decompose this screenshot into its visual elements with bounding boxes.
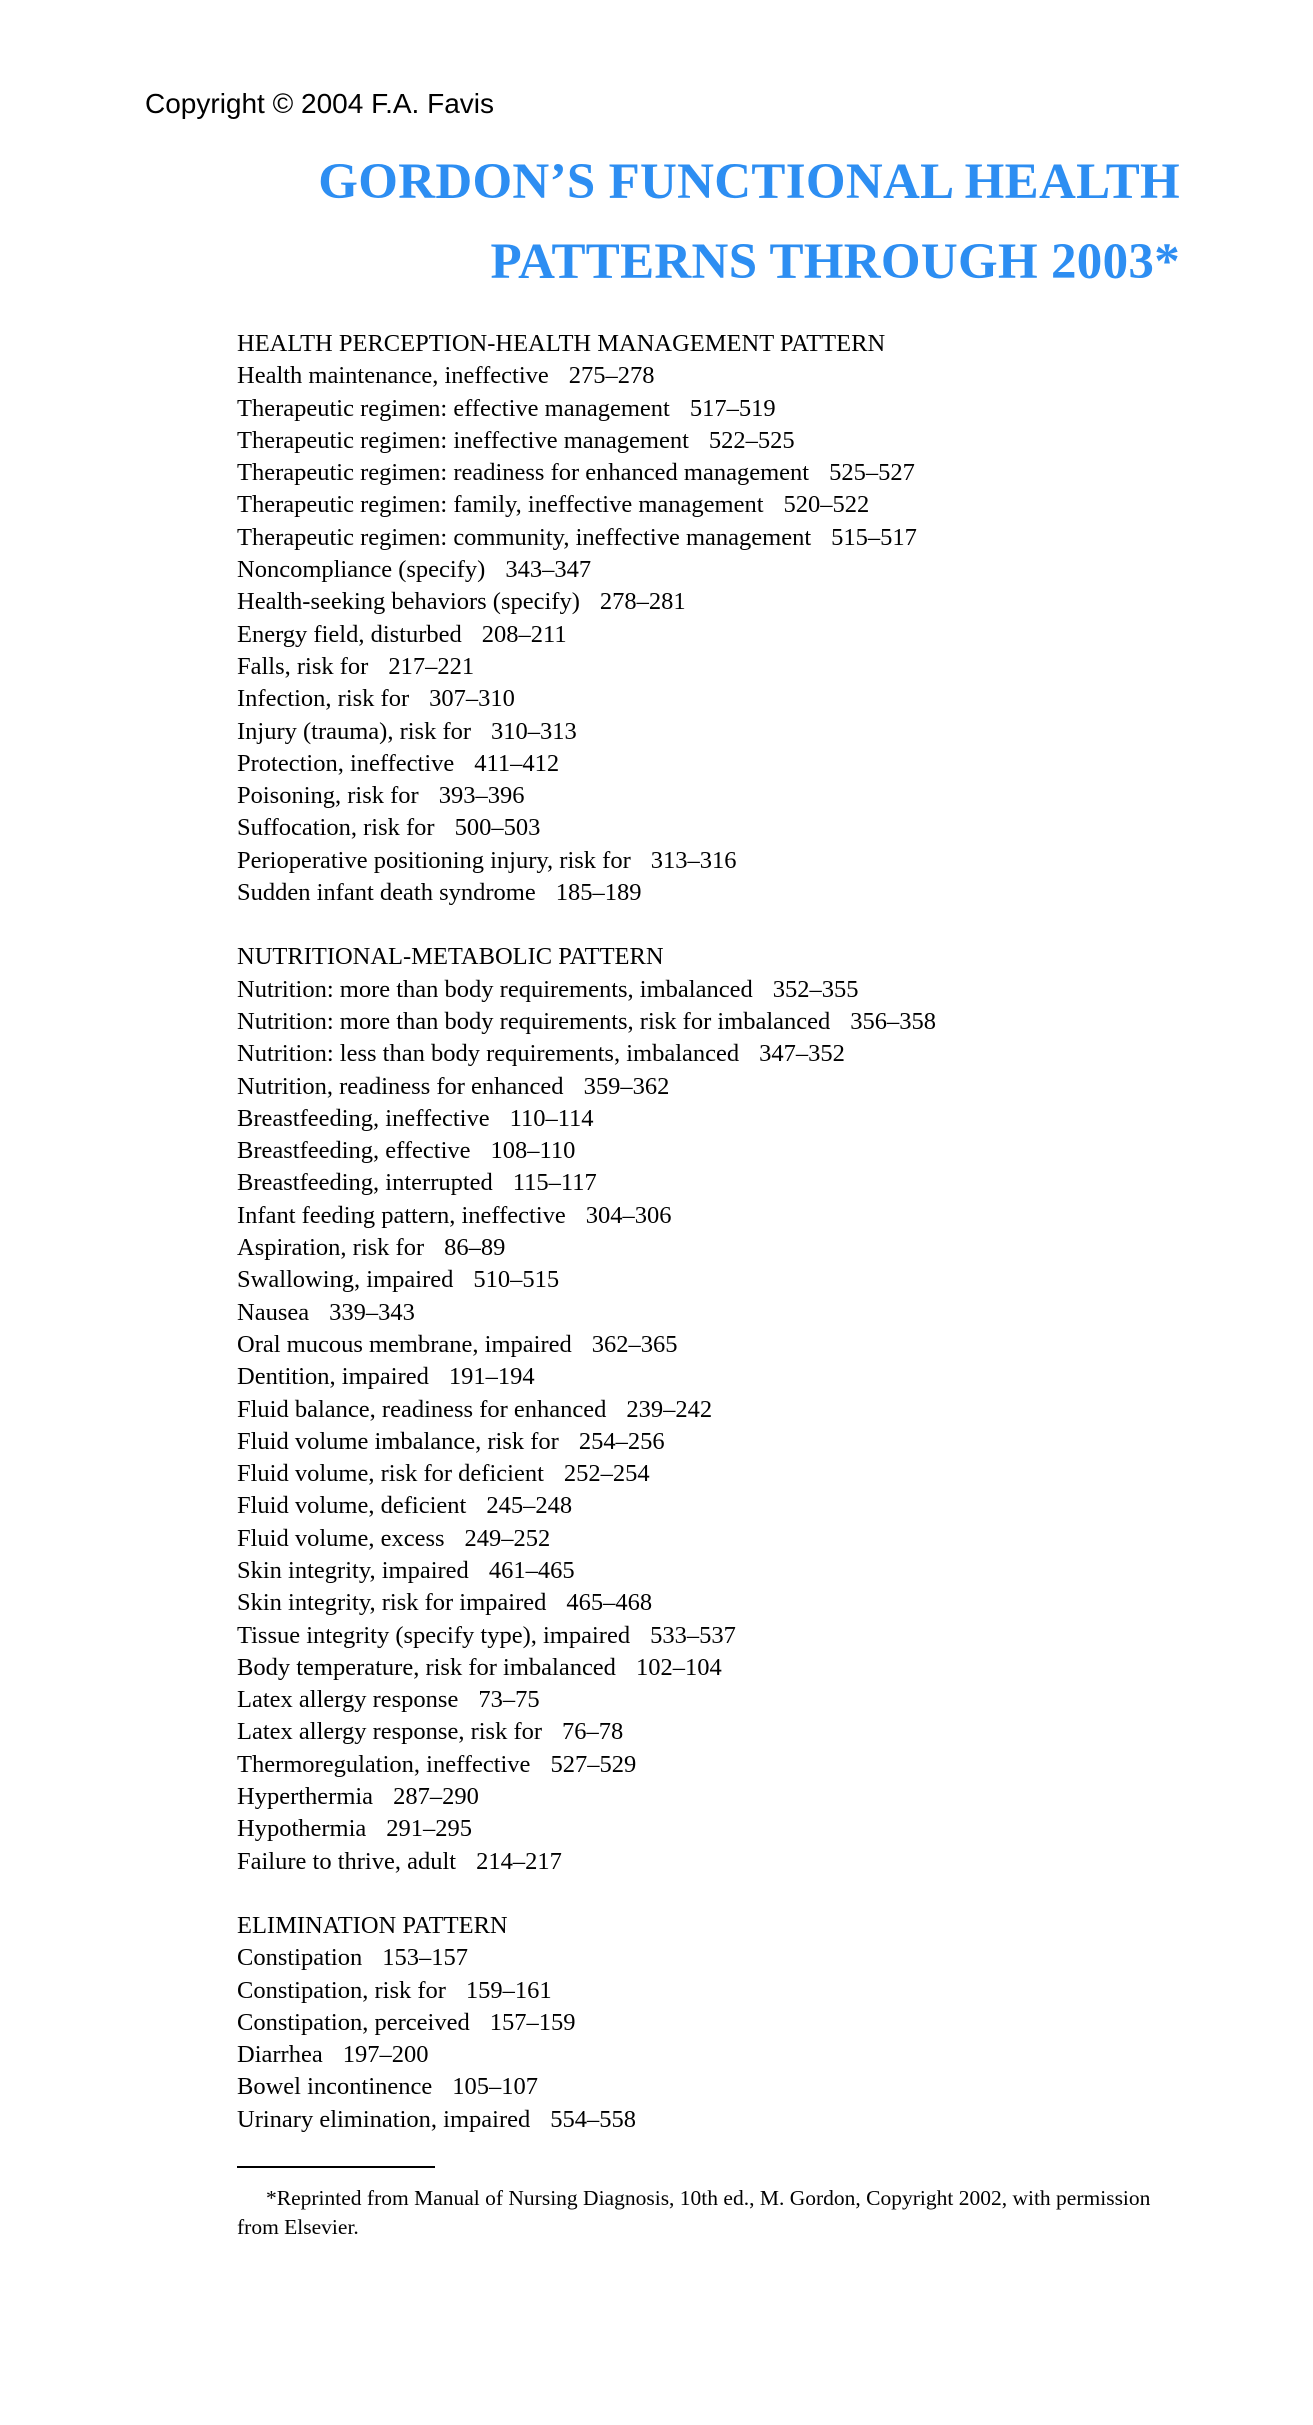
diagnosis-entry — [237, 1846, 1197, 1878]
diagnosis-entry — [237, 2007, 1197, 2039]
section-heading: ELIMINATION PATTERN — [237, 1911, 508, 1939]
diagnosis-entry — [237, 748, 1197, 780]
pattern-section — [237, 941, 1197, 1878]
section-heading: HEALTH PERCEPTION-HEALTH MANAGEMENT PATTERN — [237, 330, 886, 357]
diagnosis-label: Injury (trauma), risk for — [237, 717, 472, 745]
diagnosis-entry — [237, 425, 1197, 457]
diagnosis-entry — [237, 683, 1197, 715]
diagnosis-entry — [237, 1426, 1197, 1458]
page-title — [180, 142, 1180, 302]
diagnosis-label: Latex allergy response, risk for — [237, 1718, 543, 1746]
diagnosis-entry — [237, 1555, 1197, 1587]
diagnosis-label: Diarrhea — [237, 2041, 323, 2069]
diagnosis-label: Fluid volume, risk for deficient — [237, 1460, 544, 1488]
diagnosis-entry — [237, 1684, 1197, 1716]
page-range: 525–527 — [829, 459, 915, 487]
page-range: 362–365 — [591, 1330, 678, 1358]
diagnosis-entry — [237, 1490, 1197, 1522]
diagnosis-label: Infant feeding pattern, ineffective — [237, 1201, 566, 1229]
diagnosis-label: Suffocation, risk for — [237, 814, 435, 842]
page-range: 214–217 — [476, 1847, 562, 1875]
diagnosis-label: Constipation — [237, 1944, 363, 1972]
page-range: 153–157 — [382, 1944, 468, 1972]
diagnosis-entry — [237, 554, 1197, 586]
page-range: 159–161 — [465, 1976, 552, 2004]
page-range: 275–278 — [568, 362, 655, 390]
page-range: 527–529 — [550, 1750, 637, 1778]
diagnosis-label: Fluid volume, excess — [237, 1524, 445, 1552]
page-range: 352–355 — [772, 975, 859, 1003]
page-range: 245–248 — [486, 1492, 573, 1520]
diagnosis-entry — [237, 1458, 1197, 1490]
diagnosis-entry — [237, 393, 1197, 425]
diagnosis-entry — [237, 1038, 1197, 1070]
diagnosis-entry — [237, 2104, 1197, 2136]
diagnosis-entry — [237, 489, 1197, 521]
page-range: 522–525 — [708, 426, 795, 454]
diagnosis-label: Therapeutic regimen: ineffective management — [237, 426, 689, 454]
diagnosis-label: Therapeutic regimen: community, ineffective management — [237, 523, 812, 551]
diagnosis-entry — [237, 1716, 1197, 1748]
diagnosis-label: Fluid volume imbalance, risk for — [237, 1427, 559, 1455]
diagnosis-label: Therapeutic regimen: family, ineffective management — [237, 491, 764, 519]
page-range: 197–200 — [342, 2041, 429, 2069]
diagnosis-entry — [237, 1942, 1197, 1974]
diagnosis-entry — [237, 2071, 1197, 2103]
diagnosis-label: Energy field, disturbed — [237, 620, 462, 648]
diagnosis-entry — [237, 619, 1197, 651]
page-range: 347–352 — [759, 1040, 845, 1068]
diagnosis-entry — [237, 586, 1197, 618]
diagnosis-label: Poisoning, risk for — [237, 782, 419, 810]
diagnosis-label: Skin integrity, risk for impaired — [237, 1589, 547, 1617]
page-range: 517–519 — [689, 394, 776, 422]
page-range: 359–362 — [583, 1072, 670, 1100]
diagnosis-label: Nausea — [237, 1298, 310, 1326]
diagnosis-entry — [237, 1975, 1197, 2007]
page-title-line-1: GORDON’S FUNCTIONAL HEALTH — [318, 154, 1180, 210]
diagnosis-entry — [237, 1071, 1197, 1103]
diagnosis-label: Fluid volume, deficient — [237, 1492, 467, 1520]
page-range: 254–256 — [578, 1427, 665, 1455]
page-range: 110–114 — [509, 1104, 594, 1132]
page-title-line-2: PATTERNS THROUGH 2003* — [490, 234, 1180, 290]
diagnosis-label: Aspiration, risk for — [237, 1234, 425, 1262]
diagnosis-label: Skin integrity, impaired — [237, 1556, 469, 1584]
page-range: 533–537 — [650, 1621, 736, 1649]
diagnosis-label: Hypothermia — [237, 1815, 367, 1843]
page-range: 208–211 — [481, 620, 567, 648]
page-range: 339–343 — [329, 1298, 415, 1326]
diagnosis-entry — [237, 877, 1197, 909]
diagnosis-label: Failure to thrive, adult — [237, 1847, 457, 1875]
pattern-section — [237, 328, 1197, 909]
page-range: 217–221 — [388, 652, 475, 680]
diagnosis-entry — [237, 457, 1197, 489]
diagnosis-entry — [237, 1523, 1197, 1555]
pattern-list — [237, 328, 1197, 2136]
diagnosis-entry — [237, 1167, 1197, 1199]
diagnosis-label: Nutrition, readiness for enhanced — [237, 1072, 564, 1100]
page-range: 105–107 — [452, 2073, 539, 2101]
page-range: 157–159 — [489, 2008, 576, 2036]
page-range: 520–522 — [783, 491, 870, 519]
diagnosis-entry — [237, 1103, 1197, 1135]
diagnosis-label: Oral mucous membrane, impaired — [237, 1330, 572, 1358]
diagnosis-label: Nutrition: less than body requirements, imbalanced — [237, 1040, 740, 1068]
diagnosis-entry — [237, 1587, 1197, 1619]
pattern-section — [237, 1910, 1197, 2136]
page-range: 239–242 — [626, 1395, 713, 1423]
diagnosis-label: Latex allergy response — [237, 1686, 459, 1714]
diagnosis-entry — [237, 1264, 1197, 1296]
footnote-divider — [237, 2166, 435, 2168]
copyright-notice: Copyright © 2004 F.A. Favis — [145, 88, 495, 119]
diagnosis-entry — [237, 1813, 1197, 1845]
page-range: 313–316 — [650, 846, 737, 874]
diagnosis-label: Constipation, perceived — [237, 2008, 470, 2036]
diagnosis-label: Bowel incontinence — [237, 2073, 433, 2101]
page-range: 411–412 — [474, 749, 560, 777]
diagnosis-entry — [237, 360, 1197, 392]
page-range: 465–468 — [566, 1589, 653, 1617]
diagnosis-label: Nutrition: more than body requirements, risk for imbalanced — [237, 1007, 831, 1035]
diagnosis-label: Urinary elimination, impaired — [237, 2105, 531, 2133]
diagnosis-entry — [237, 812, 1197, 844]
diagnosis-label: Nutrition: more than body requirements, imbalanced — [237, 975, 753, 1003]
diagnosis-entry — [237, 651, 1197, 683]
page-range: 191–194 — [448, 1363, 535, 1391]
diagnosis-label: Health maintenance, ineffective — [237, 362, 549, 390]
diagnosis-label: Therapeutic regimen: effective management — [237, 394, 670, 422]
diagnosis-label: Therapeutic regimen: readiness for enhanced management — [237, 459, 810, 487]
page-range: 304–306 — [585, 1201, 672, 1229]
diagnosis-label: Infection, risk for — [237, 685, 410, 713]
section-heading: NUTRITIONAL-METABOLIC PATTERN — [237, 943, 664, 971]
page-range: 500–503 — [454, 814, 541, 842]
page-range: 278–281 — [599, 588, 686, 616]
page-range: 76–78 — [562, 1718, 624, 1746]
page-range: 307–310 — [429, 685, 515, 713]
diagnosis-entry — [237, 1749, 1197, 1781]
footnote: *Reprinted from Manual of Nursing Diagnosis, 10th ed., M. Gordon, Copyright 2002, with permission from Elsevier. — [237, 2186, 1151, 2239]
diagnosis-entry — [237, 1297, 1197, 1329]
page-range: 510–515 — [473, 1266, 560, 1294]
diagnosis-entry — [237, 780, 1197, 812]
page-range: 73–75 — [478, 1686, 540, 1714]
page-range: 86–89 — [444, 1234, 506, 1262]
page-range: 287–290 — [393, 1783, 479, 1811]
diagnosis-label: Breastfeeding, interrupted — [237, 1169, 493, 1197]
diagnosis-label: Dentition, impaired — [237, 1363, 429, 1391]
diagnosis-label: Health-seeking behaviors (specify) — [237, 588, 580, 616]
diagnosis-label: Swallowing, impaired — [237, 1266, 454, 1294]
diagnosis-entry — [237, 845, 1197, 877]
diagnosis-entry — [237, 974, 1197, 1006]
diagnosis-entry — [237, 1329, 1197, 1361]
diagnosis-entry — [237, 1652, 1197, 1684]
page-range: 115–117 — [512, 1169, 597, 1197]
diagnosis-entry — [237, 716, 1197, 748]
diagnosis-entry — [237, 522, 1197, 554]
diagnosis-entry — [237, 1135, 1197, 1167]
diagnosis-label: Constipation, risk for — [237, 1976, 446, 2004]
diagnosis-entry — [237, 2039, 1197, 2071]
page-range: 343–347 — [505, 556, 592, 584]
diagnosis-label: Breastfeeding, ineffective — [237, 1104, 490, 1132]
diagnosis-label: Noncompliance (specify) — [237, 556, 486, 584]
diagnosis-entry — [237, 1394, 1197, 1426]
page-range: 393–396 — [438, 782, 525, 810]
diagnosis-label: Body temperature, risk for imbalanced — [237, 1653, 616, 1681]
diagnosis-entry — [237, 1781, 1197, 1813]
page-range: 291–295 — [386, 1815, 473, 1843]
diagnosis-label: Sudden infant death syndrome — [237, 879, 536, 907]
page-range: 185–189 — [555, 879, 642, 907]
diagnosis-label: Protection, ineffective — [237, 749, 455, 777]
page-range: 554–558 — [550, 2105, 636, 2133]
diagnosis-label: Perioperative positioning injury, risk for — [237, 846, 631, 874]
page-range: 515–517 — [831, 523, 917, 551]
page-range: 108–110 — [490, 1137, 576, 1165]
page-range: 356–358 — [850, 1007, 937, 1035]
page-range: 249–252 — [464, 1524, 551, 1552]
diagnosis-label: Falls, risk for — [237, 652, 369, 680]
diagnosis-entry — [237, 1200, 1197, 1232]
diagnosis-label: Fluid balance, readiness for enhanced — [237, 1395, 607, 1423]
page-range: 252–254 — [563, 1460, 650, 1488]
diagnosis-entry — [237, 1232, 1197, 1264]
page-range: 310–313 — [491, 717, 577, 745]
diagnosis-entry — [237, 1006, 1197, 1038]
diagnosis-entry — [237, 1620, 1197, 1652]
page-range: 461–465 — [488, 1556, 575, 1584]
diagnosis-label: Breastfeeding, effective — [237, 1137, 471, 1165]
diagnosis-entry — [237, 1361, 1197, 1393]
page-range: 102–104 — [635, 1653, 722, 1681]
diagnosis-label: Tissue integrity (specify type), impaired — [237, 1621, 631, 1649]
diagnosis-label: Thermoregulation, ineffective — [237, 1750, 531, 1778]
diagnosis-label: Hyperthermia — [237, 1783, 374, 1811]
